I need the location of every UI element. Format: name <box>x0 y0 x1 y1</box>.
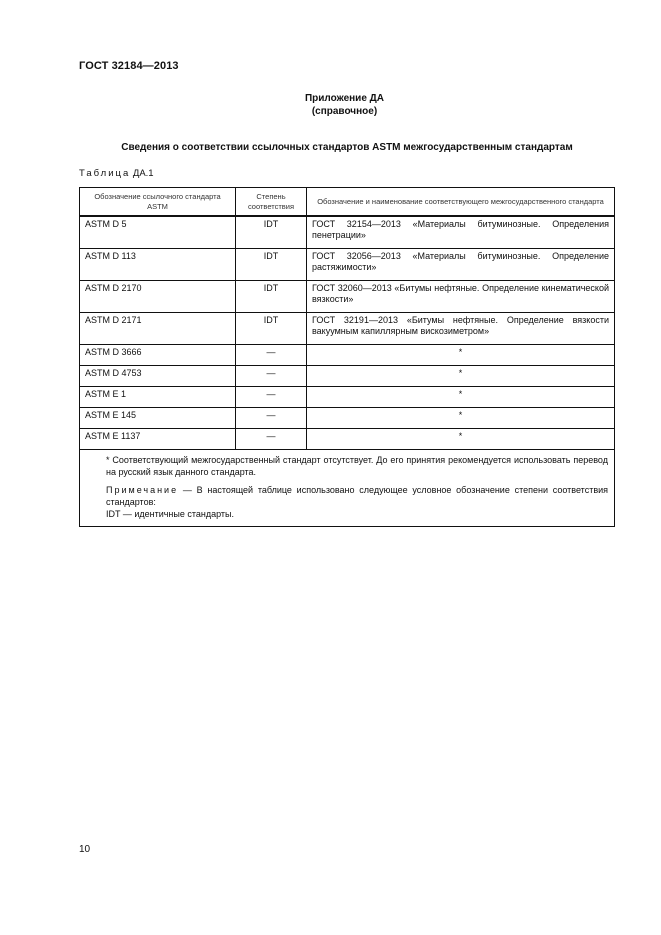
note-idt: IDT — идентичные стандарты. <box>106 509 235 519</box>
cell-name: ГОСТ 32154—2013 «Материалы битуминозные. Определения пенетрации» <box>307 216 615 249</box>
annex-title: Приложение ДА <box>304 93 385 104</box>
cell-degree: — <box>236 345 307 366</box>
table-header-row <box>80 188 615 217</box>
standards-table <box>79 187 615 527</box>
table-row <box>80 313 615 345</box>
table-footnote: * Соответствующий межгосударственный стандарт отсутствует. До его принятия рекомендуется использовать перевод на русский язык данного стандарта. <box>106 455 608 477</box>
page-number: 10 <box>79 844 91 855</box>
table-footer <box>80 450 615 527</box>
cell-degree: IDT <box>236 216 307 249</box>
table-caption-prefix: Таблица <box>79 168 131 179</box>
cell-name: * <box>307 408 615 429</box>
cell-degree: — <box>236 387 307 408</box>
cell-code: ASTM D 2170 <box>80 281 236 313</box>
annex-heading <box>0 92 661 118</box>
table-caption-number: ДА.1 <box>132 168 154 179</box>
cell-code: ASTM D 4753 <box>80 366 236 387</box>
cell-code: ASTM E 1137 <box>80 429 236 450</box>
table-row <box>80 249 615 281</box>
cell-name: * <box>307 366 615 387</box>
table-row <box>80 429 615 450</box>
cell-name: * <box>307 387 615 408</box>
column-header-name: Обозначение и наименование соответствующего межгосударственного стандарта <box>307 188 615 217</box>
document-code: ГОСТ 32184—2013 <box>79 60 179 72</box>
table-caption <box>79 168 154 179</box>
cell-name: ГОСТ 32060—2013 «Битумы нефтяные. Определение кинематической вязкости» <box>307 281 615 313</box>
table-row <box>80 281 615 313</box>
column-header-degree: Степень соответствия <box>236 188 307 217</box>
cell-degree: — <box>236 408 307 429</box>
note-text: — В настоящей таблице использовано следующее условное обозначение степени соответствия стандартов: <box>106 485 608 507</box>
cell-degree: — <box>236 429 307 450</box>
section-title: Сведения о соответствии ссылочных стандартов ASTM межгосударственным стандартам <box>121 142 573 153</box>
table-row <box>80 345 615 366</box>
cell-code: ASTM E 145 <box>80 408 236 429</box>
cell-degree: — <box>236 366 307 387</box>
table-row <box>80 387 615 408</box>
table-note <box>86 484 608 508</box>
cell-name: * <box>307 345 615 366</box>
cell-name: ГОСТ 32191—2013 «Битумы нефтяные. Определение вязкости вакуумным капиллярным вискозиметром» <box>307 313 615 345</box>
cell-degree: IDT <box>236 281 307 313</box>
cell-code: ASTM D 113 <box>80 249 236 281</box>
cell-degree: IDT <box>236 313 307 345</box>
cell-code: ASTM D 2171 <box>80 313 236 345</box>
table-row <box>80 408 615 429</box>
cell-code: ASTM E 1 <box>80 387 236 408</box>
table-row <box>80 366 615 387</box>
note-label: Примечание <box>106 485 179 495</box>
table-footer-row <box>80 450 615 527</box>
cell-name: ГОСТ 32056—2013 «Материалы битуминозные. Определение растяжимости» <box>307 249 615 281</box>
cell-name: * <box>307 429 615 450</box>
cell-code: ASTM D 3666 <box>80 345 236 366</box>
cell-degree: IDT <box>236 249 307 281</box>
cell-code: ASTM D 5 <box>80 216 236 249</box>
column-header-code: Обозначение ссылочного стандарта ASTM <box>80 188 236 217</box>
table-row <box>80 216 615 249</box>
annex-subtitle: (справочное) <box>311 106 378 117</box>
